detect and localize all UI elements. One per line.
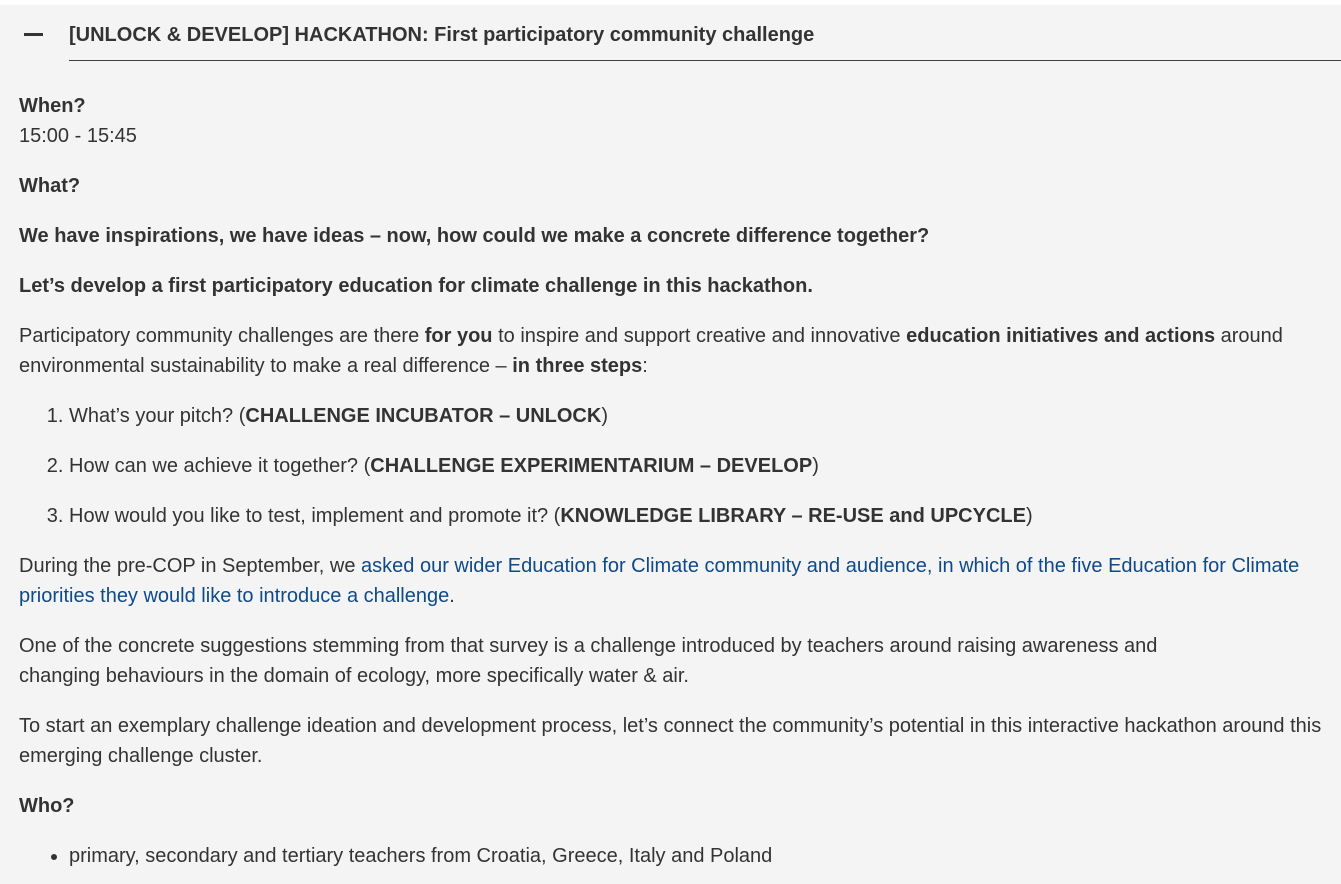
list-item: 3. How would you like to test, implement and promote it? (KNOWLEDGE LIBRARY – RE-USE and UPCYCLE) <box>69 501 1329 531</box>
when-time: 15:00 - 15:45 <box>19 125 137 147</box>
minus-icon[interactable] <box>18 19 48 49</box>
list-item: • primary, secondary and tertiary teachers from Croatia, Greece, Italy and Poland <box>69 841 1329 871</box>
who-heading: Who? <box>19 795 75 817</box>
what-heading: What? <box>19 175 81 197</box>
list-item: 1. What’s your pitch? (CHALLENGE INCUBATOR – UNLOCK) <box>69 401 1329 431</box>
lead-question: We have inspirations, we have ideas – now, how could we make a concrete difference together? <box>19 225 930 247</box>
intro-paragraph: Participatory community challenges are there for you to inspire and support creative and innovative education initiatives and actions around environmental sustainability to make a real difference – in three steps: <box>19 325 1283 377</box>
steps-list <box>19 401 1329 531</box>
lead-statement: Let’s develop a first participatory education for climate challenge in this hackathon. <box>19 275 813 297</box>
accordion-header[interactable] <box>0 5 1341 61</box>
list-item: 2. How can we achieve it together? (CHALLENGE EXPERIMENTARIUM – DEVELOP) <box>69 451 1329 481</box>
survey-link[interactable]: asked our wider Education for Climate community and audience, in which of the five Education for Climate priorities they would like to introduce a challenge <box>19 555 1300 607</box>
suggestion-paragraph: One of the concrete suggestions stemming from that survey is a challenge introduced by teachers around raising awareness and changing behaviours in the domain of ecology, more specifically water & air. <box>19 635 1158 687</box>
accordion-title[interactable]: [UNLOCK & DEVELOP] HACKATHON: First participatory community challenge <box>69 24 815 46</box>
closing-paragraph: To start an exemplary challenge ideation and development process, let’s connect the community’s potential in this interactive hackathon around this emerging challenge cluster. <box>19 715 1322 767</box>
survey-paragraph: During the pre-COP in September, we asked our wider Education for Climate community and audience, in which of the five Education for Climate priorities they would like to introduce a challenge. <box>19 555 1300 607</box>
accordion-panel <box>0 5 1341 884</box>
who-list <box>19 841 1329 871</box>
accordion-content <box>19 91 1329 871</box>
when-heading: When? <box>19 95 86 117</box>
header-divider <box>69 60 1341 61</box>
